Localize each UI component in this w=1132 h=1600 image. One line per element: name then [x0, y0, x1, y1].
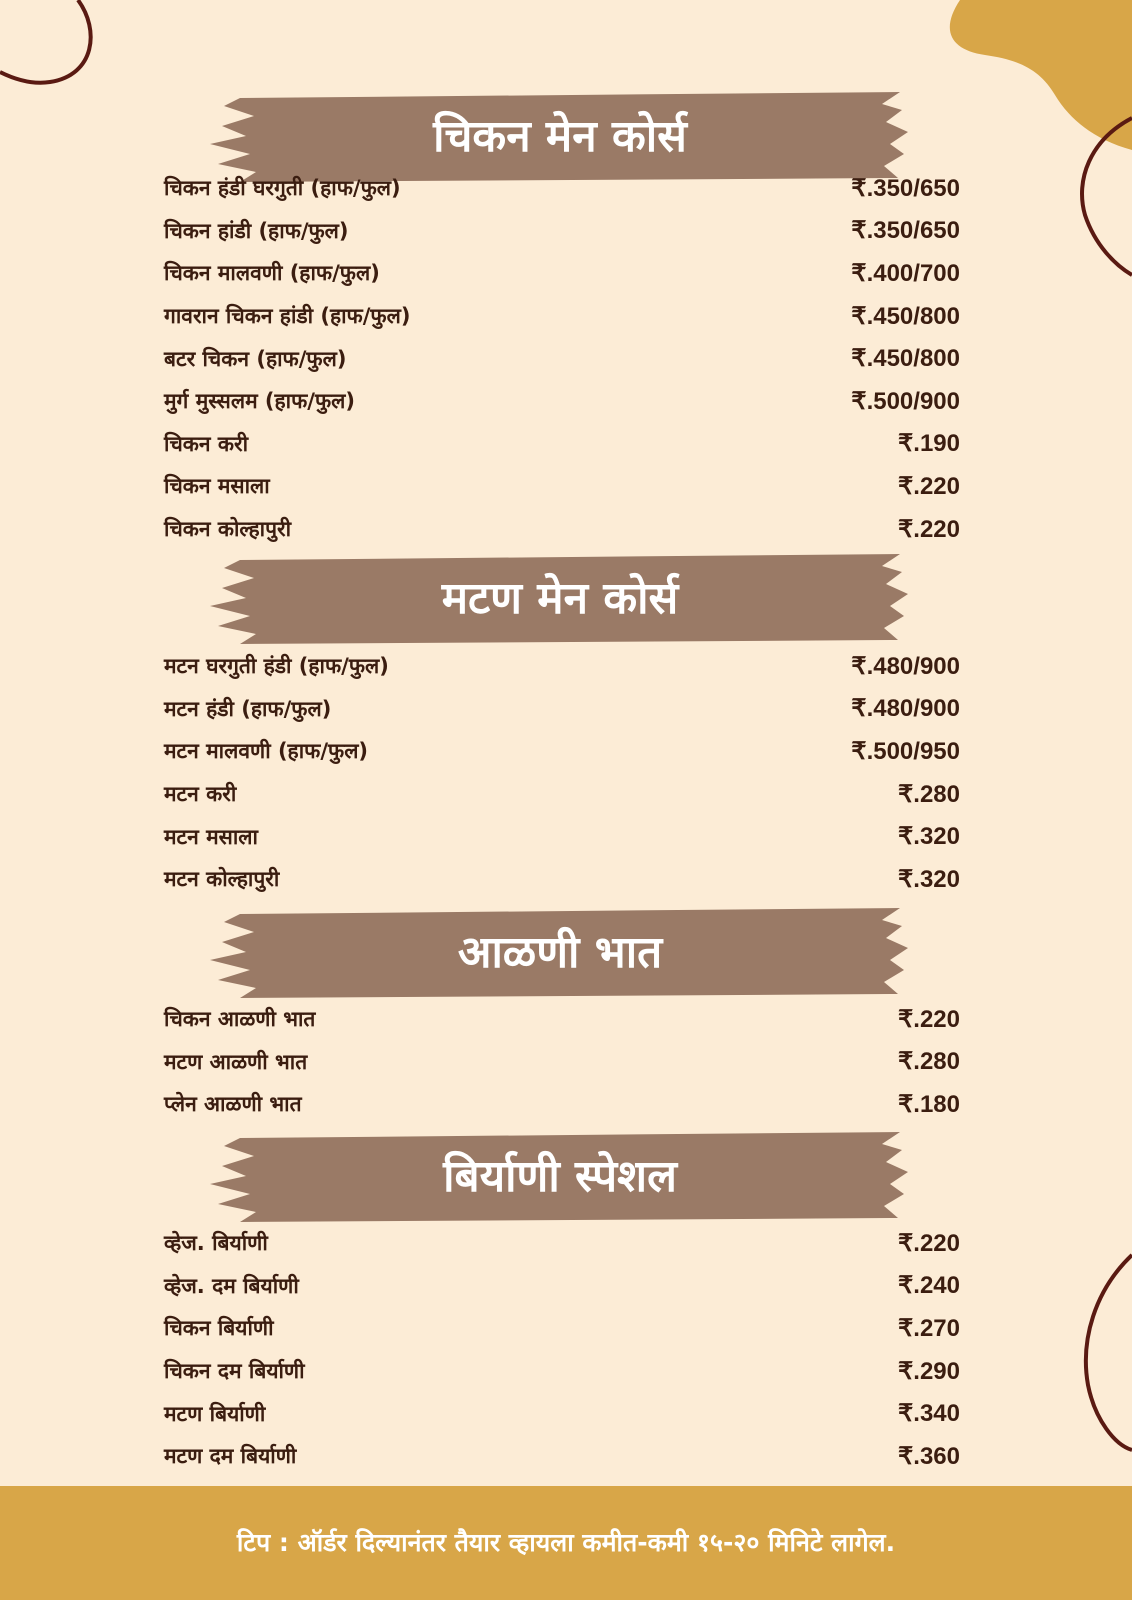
menu-item [164, 380, 960, 423]
menu-list-alani-bhat [164, 998, 960, 1126]
item-name: चिकन दम बिर्याणी [164, 1359, 305, 1384]
item-price: ₹.190 [898, 430, 960, 458]
footer-note: टिप : ऑर्डर दिल्यानंतर तैयार व्हायला कमीत-कमी १५-२० मिनिटे लागेल. [236, 1528, 896, 1557]
menu-list-mutton-main-course [164, 645, 960, 901]
item-name: मटन मालवणी (हाफ/फुल) [164, 739, 369, 764]
menu-item [164, 1392, 960, 1435]
item-price: ₹.280 [898, 1048, 960, 1076]
item-name: मटण दम बिर्याणी [164, 1444, 297, 1469]
menu-item [164, 1083, 960, 1126]
item-name: चिकन कोल्हापुरी [164, 517, 292, 542]
item-name: बटर चिकन (हाफ/फुल) [164, 346, 347, 371]
item-name: चिकन आळणी भात [164, 1007, 316, 1032]
item-price: ₹.320 [898, 823, 960, 851]
section-banner-alani-bhat [210, 908, 910, 998]
menu-item [164, 730, 960, 773]
item-price: ₹.220 [898, 1229, 960, 1257]
item-price: ₹.320 [898, 865, 960, 893]
item-name: मुर्ग मुस्सलम (हाफ/फुल) [164, 389, 356, 414]
menu-item [164, 1041, 960, 1084]
section-title: चिकन मेन कोर्स [433, 111, 687, 162]
item-price: ₹.220 [898, 515, 960, 543]
menu-item [164, 998, 960, 1041]
menu-item [164, 688, 960, 731]
top-left-curve-decoration [0, 0, 91, 83]
item-name: प्लेन आळणी भात [164, 1092, 302, 1117]
item-price: ₹.240 [898, 1272, 960, 1300]
menu-list-chicken-main-course [164, 167, 960, 550]
section-banner-biryani-special [210, 1132, 910, 1222]
menu-item [164, 210, 960, 253]
item-price: ₹.500/950 [851, 737, 960, 765]
menu-item [164, 1265, 960, 1308]
item-name: चिकन करी [164, 431, 249, 456]
item-price: ₹.270 [898, 1314, 960, 1342]
item-price: ₹.290 [898, 1357, 960, 1385]
item-name: मटन घरगुती हंडी (हाफ/फुल) [164, 654, 389, 679]
menu-item [164, 465, 960, 508]
item-price: ₹.340 [898, 1400, 960, 1428]
menu-item [164, 423, 960, 466]
top-right-curve-decoration [1082, 118, 1132, 275]
item-name: व्हेज. दम बिर्याणी [164, 1273, 299, 1298]
item-name: चिकन मालवणी (हाफ/फुल) [164, 261, 380, 286]
item-price: ₹.500/900 [851, 387, 960, 415]
item-price: ₹.350/650 [851, 174, 960, 202]
item-price: ₹.480/900 [851, 652, 960, 680]
menu-item [164, 773, 960, 816]
menu-item [164, 1435, 960, 1478]
item-price: ₹.480/900 [851, 695, 960, 723]
item-name: चिकन हांडी (हाफ/फुल) [164, 218, 349, 243]
item-price: ₹.450/800 [851, 302, 960, 330]
menu-item [164, 295, 960, 338]
item-name: मटण बिर्याणी [164, 1401, 266, 1426]
bottom-right-curve-decoration [1086, 1255, 1132, 1450]
item-name: मटन करी [164, 782, 237, 807]
menu-item [164, 1307, 960, 1350]
item-name: मटण आळणी भात [164, 1049, 308, 1074]
item-name: मटन मसाला [164, 824, 258, 849]
menu-item [164, 337, 960, 380]
section-banner-mutton-main-course [210, 554, 910, 644]
menu-item [164, 1222, 960, 1265]
item-price: ₹.450/800 [851, 345, 960, 373]
menu-item [164, 252, 960, 295]
menu-item [164, 815, 960, 858]
menu-item [164, 508, 960, 551]
top-right-blob-decoration [950, 0, 1132, 150]
item-name: मटन हंडी (हाफ/फुल) [164, 696, 332, 721]
item-price: ₹.180 [898, 1090, 960, 1118]
item-price: ₹.220 [898, 1005, 960, 1033]
item-name: चिकन हंडी घरगुती (हाफ/फुल) [164, 176, 401, 201]
item-name: चिकन बिर्याणी [164, 1316, 274, 1341]
menu-item [164, 167, 960, 210]
section-title: मटण मेन कोर्स [441, 573, 679, 624]
item-name: गावरान चिकन हांडी (हाफ/फुल) [164, 304, 411, 329]
section-title: आळणी भात [457, 927, 663, 978]
item-price: ₹.400/700 [851, 259, 960, 287]
item-name: चिकन मसाला [164, 474, 270, 499]
menu-item [164, 1350, 960, 1393]
item-price: ₹.220 [898, 472, 960, 500]
item-price: ₹.350/650 [851, 217, 960, 245]
item-price: ₹.360 [898, 1442, 960, 1470]
item-name: मटन कोल्हापुरी [164, 867, 280, 892]
menu-list-biryani-special [164, 1222, 960, 1478]
menu-item [164, 645, 960, 688]
item-price: ₹.280 [898, 780, 960, 808]
footer-bar [0, 1486, 1132, 1600]
menu-item [164, 858, 960, 901]
section-title: बिर्याणी स्पेशल [443, 1151, 677, 1202]
item-name: व्हेज. बिर्याणी [164, 1231, 268, 1256]
